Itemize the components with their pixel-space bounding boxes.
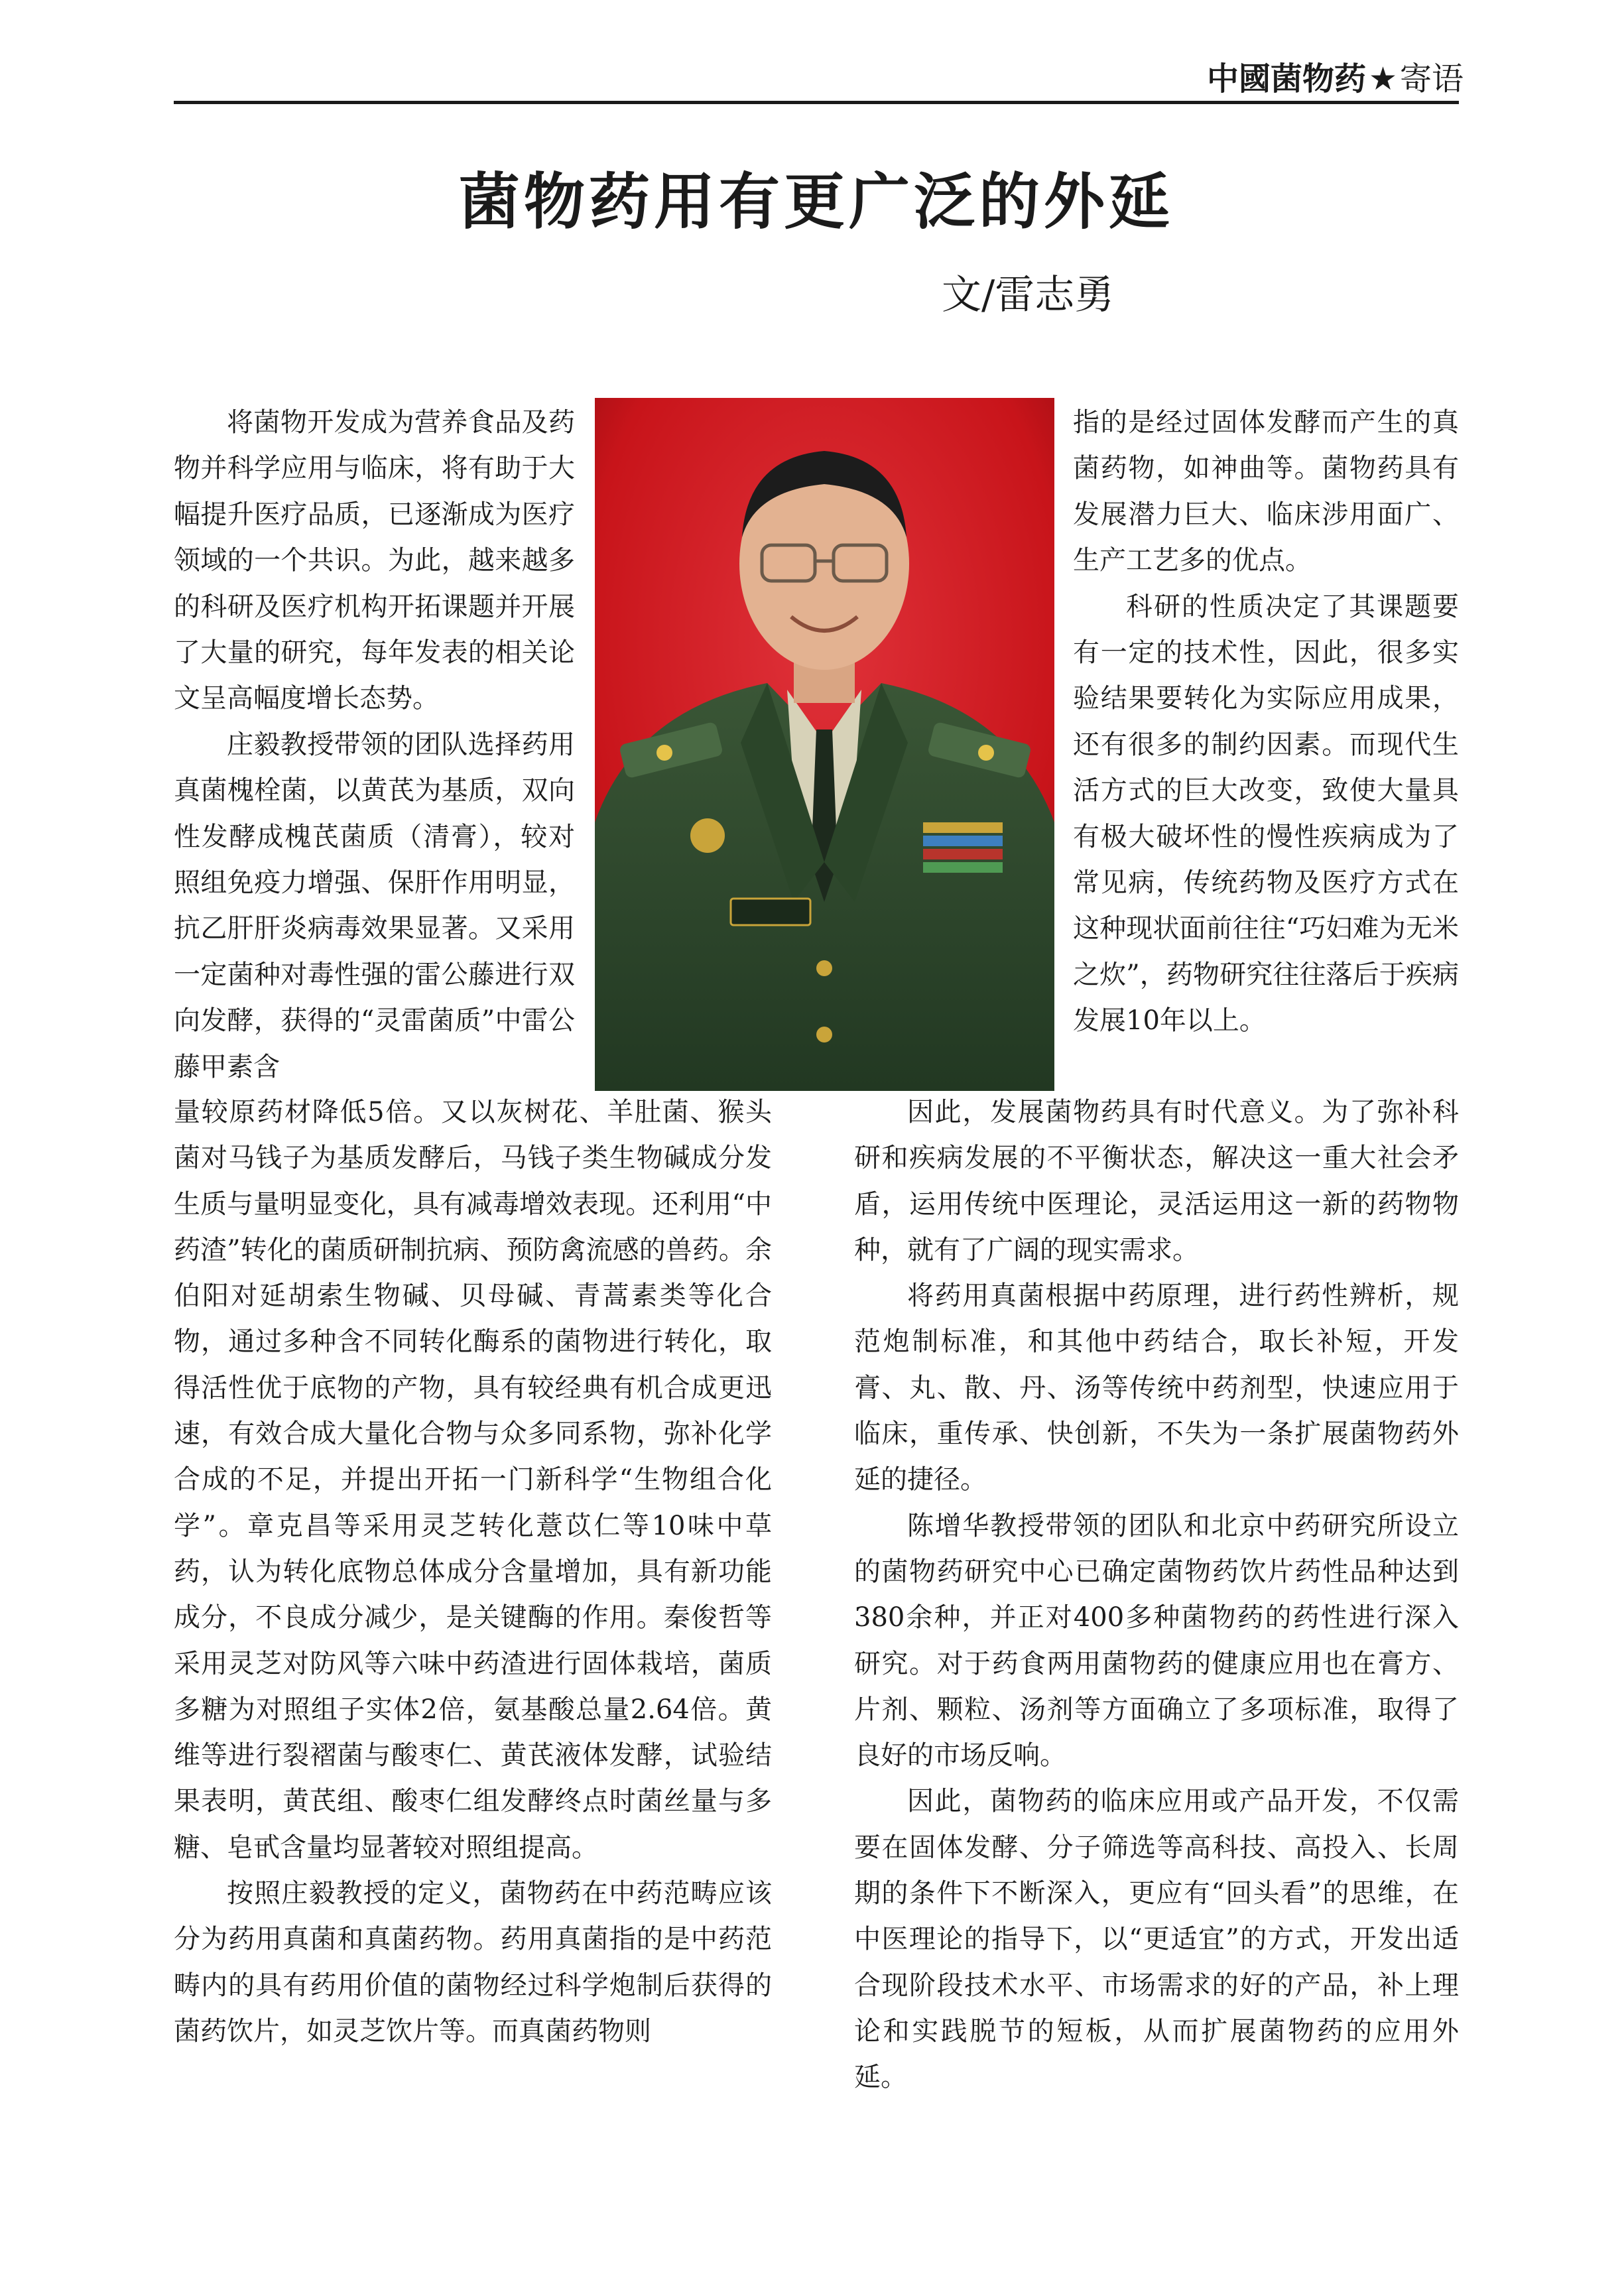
paragraph: 量较原药材降低5倍。又以灰树花、羊肚菌、猴头菌对马钱子为基质发酵后，马钱子类生物碱成分发生质与量明显变化，具有减毒增效表现。还利用“中药渣”转化的菌质研制抗病、预防禽流感的兽药。余伯阳对延胡索生物碱、贝母碱、青蒿素类等化合物，通过多种含不同转化酶系的菌物进行转化，取得活性优于底物的产物，具有较经典有机合成更迅速，有效合成大量化合物与众多同系物，弥补化学合成的不足，并提出开拓一门新科学“生物组合化学”。章克昌等采用灵芝转化薏苡仁等10味中草药，认为转化底物总体成分含量增加，具有新功能成分，不良成分减少，是关键酶的作用。秦俊哲等采用灵芝对防风等六味中药渣进行固体栽培，菌质多糖为对照组子实体2倍，氨基酸总量2.64倍。黄维等进行裂褶菌与酸枣仁、黄芪液体发酵，试验结果表明，黄芪组、酸枣仁组发酵终点时菌丝量与多糖、皂甙含量均显著较对照组提高。 bbox=[174, 1097, 772, 1863]
paragraph: 庄毅教授带领的团队选择药用真菌槐栓菌，以黄芪为基质，双向性发酵成槐芪菌质（清膏），较对照组免疫力增强、保肝作用明显，抗乙肝肝炎病毒效果显著。又采用一定菌种对毒性强的雷公藤进行双向发酵，获得的“灵雷菌质”中雷公藤甲素含 bbox=[174, 729, 575, 1082]
header-divider bbox=[174, 101, 1459, 104]
article-column-left-bottom bbox=[174, 1090, 772, 2141]
magazine-header bbox=[1207, 56, 1464, 102]
paragraph: 将药用真菌根据中药原理，进行药性辨析，规范炮制标准，和其他中药结合，取长补短，开发膏、丸、散、丹、汤等传统中药剂型，快速应用于临床，重传承、快创新，不失为一条扩展菌物药外延的捷径。 bbox=[854, 1281, 1459, 1495]
paragraph: 按照庄毅教授的定义，菌物药在中药范畴应该分为药用真菌和真菌药物。药用真菌指的是中药范畴内的具有药用价值的菌物经过科学炮制后获得的菌药饮片，如灵芝饮片等。而真菌药物则 bbox=[174, 1878, 772, 2047]
author-portrait-photo bbox=[595, 398, 1054, 1091]
magazine-brand: 中國菌物药 bbox=[1207, 60, 1367, 97]
paragraph: 因此，菌物药的临床应用或产品开发，不仅需要在固体发酵、分子筛选等高科技、高投入、长周期的条件下不断深入，更应有“回头看”的思维，在中医理论的指导下，以“更适宜”的方式，开发出适合现阶段技术水平、市场需求的好的产品，补上理论和实践脱节的短板，从而扩展菌物药的应用外延。 bbox=[854, 1786, 1459, 2093]
paragraph: 指的是经过固体发酵而产生的真菌药物，如神曲等。菌物药具有发展潜力巨大、临床涉用面广、生产工艺多的优点。 bbox=[1073, 407, 1459, 576]
paragraph: 因此，发展菌物药具有时代意义。为了弥补科研和疾病发展的不平衡状态，解决这一重大社会矛盾，运用传统中医理论，灵活运用这一新的药物物种，就有了广阔的现实需求。 bbox=[854, 1097, 1459, 1265]
paragraph: 科研的性质决定了其课题要有一定的技术性，因此，很多实验结果要转化为实际应用成果，还有很多的制约因素。而现代生活方式的巨大改变，致使大量具有极大破坏性的慢性疾病成为了常见病，传统药物及医疗方式在这种现状面前往往“巧妇难为无米之炊”，药物研究往往落后于疾病发展10年以上。 bbox=[1073, 591, 1459, 1037]
article-column-right-top bbox=[1073, 400, 1459, 1090]
article-column-right-bottom bbox=[854, 1090, 1459, 2141]
section-label: 寄语 bbox=[1400, 60, 1464, 97]
star-icon: ★ bbox=[1369, 60, 1398, 97]
article-column-left-top bbox=[174, 400, 575, 1090]
paragraph: 陈增华教授带领的团队和北京中药研究所设立的菌物药研究中心已确定菌物药饮片药性品种达到380余种，并正对400多种菌物药的药性进行深入研究。对于药食两用菌物药的健康应用也在膏方、片剂、颗粒、汤剂等方面确立了多项标准，取得了良好的市场反响。 bbox=[854, 1510, 1459, 1771]
article-title: 菌物药用有更广泛的外延 bbox=[458, 166, 1174, 237]
paragraph: 将菌物开发成为营养食品及药物并科学应用与临床，将有助于大幅提升医疗品质，已逐渐成为医疗领域的一个共识。为此，越来越多的科研及医疗机构开拓课题并开展了大量的研究，每年发表的相关论文呈高幅度增长态势。 bbox=[174, 407, 575, 714]
article-byline: 文/雷志勇 bbox=[942, 272, 1115, 318]
